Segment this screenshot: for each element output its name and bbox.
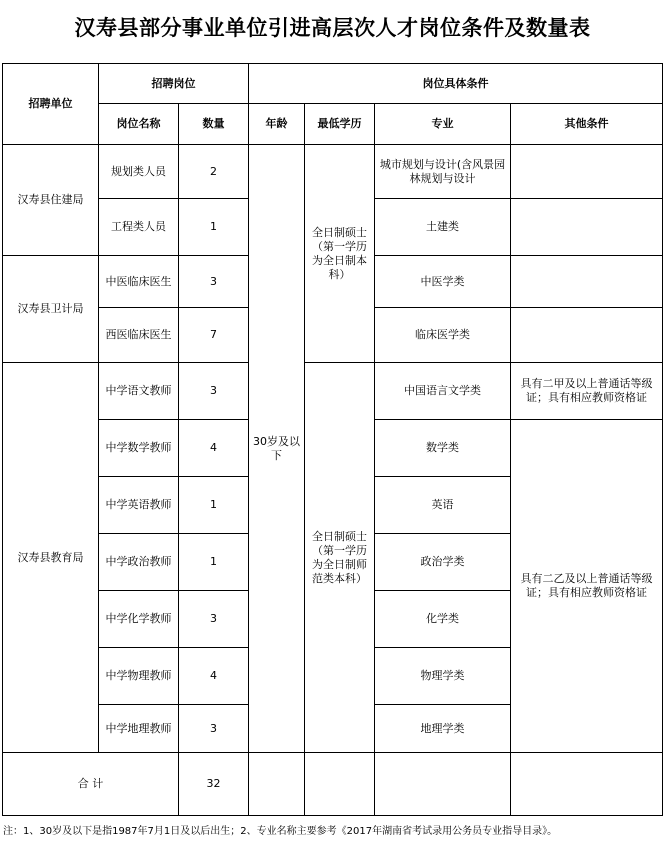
major-cell: 英语 [375, 477, 511, 534]
major-cell: 城市规划与设计(含风景园林规划与设计 [375, 145, 511, 199]
post-name-cell: 中学政治教师 [99, 534, 179, 591]
post-name-cell: 中学语文教师 [99, 363, 179, 420]
header-unit: 招聘单位 [3, 64, 99, 145]
post-count-cell: 3 [179, 591, 249, 648]
post-name-cell: 工程类人员 [99, 199, 179, 256]
education-cell: 全日制硕士（第一学历为全日制师范类本科） [305, 363, 375, 753]
other-cell: 具有二甲及以上普通话等级证；具有相应教师资格证 [511, 363, 663, 420]
total-empty-cell [249, 753, 305, 816]
table-row [3, 145, 663, 199]
page-title: 汉寿县部分事业单位引进高层次人才岗位条件及数量表 [74, 15, 591, 40]
total-empty-cell [511, 753, 663, 816]
major-cell: 物理学类 [375, 648, 511, 705]
footnote: 注：1、30岁及以下是指1987年7月1日及以后出生；2、专业名称主要参考《2017年湖南省考试录用公务员专业指导目录》。 [3, 826, 558, 837]
major-cell: 临床医学类 [375, 308, 511, 363]
post-name-cell: 中学物理教师 [99, 648, 179, 705]
other-cell [511, 199, 663, 256]
total-label: 合 计 [3, 753, 179, 816]
major-cell: 中医学类 [375, 256, 511, 308]
post-count-cell: 7 [179, 308, 249, 363]
total-empty-cell [305, 753, 375, 816]
post-name-cell: 中学英语教师 [99, 477, 179, 534]
unit-cell: 汉寿县教育局 [3, 363, 99, 753]
major-cell: 中国语言文学类 [375, 363, 511, 420]
other-cell [511, 256, 663, 308]
unit-cell: 汉寿县住建局 [3, 145, 99, 256]
other-cell [511, 308, 663, 363]
header-education: 最低学历 [305, 104, 375, 145]
header-post-name: 岗位名称 [99, 104, 179, 145]
table-row [3, 363, 663, 420]
post-count-cell: 3 [179, 705, 249, 753]
post-count-cell: 3 [179, 363, 249, 420]
post-name-cell: 中学数学教师 [99, 420, 179, 477]
post-name-cell: 中医临床医生 [99, 256, 179, 308]
header-count: 数量 [179, 104, 249, 145]
header-age: 年龄 [249, 104, 305, 145]
header-other: 其他条件 [511, 104, 663, 145]
positions-table [2, 63, 663, 816]
post-count-cell: 1 [179, 199, 249, 256]
post-count-cell: 2 [179, 145, 249, 199]
major-cell: 土建类 [375, 199, 511, 256]
post-name-cell: 中学地理教师 [99, 705, 179, 753]
major-cell: 数学类 [375, 420, 511, 477]
age-cell: 30岁及以下 [249, 145, 305, 753]
header-post-group: 招聘岗位 [99, 64, 249, 104]
other-cell [511, 145, 663, 199]
other-cell: 具有二乙及以上普通话等级证；具有相应教师资格证 [511, 420, 663, 753]
total-row [3, 753, 663, 816]
post-count-cell: 1 [179, 534, 249, 591]
post-count-cell: 3 [179, 256, 249, 308]
total-empty-cell [375, 753, 511, 816]
total-count: 32 [179, 753, 249, 816]
education-cell: 全日制硕士（第一学历为全日制本科） [305, 145, 375, 363]
header-major: 专业 [375, 104, 511, 145]
post-name-cell: 规划类人员 [99, 145, 179, 199]
post-name-cell: 中学化学教师 [99, 591, 179, 648]
major-cell: 化学类 [375, 591, 511, 648]
post-name-cell: 西医临床医生 [99, 308, 179, 363]
major-cell: 地理学类 [375, 705, 511, 753]
header-conditions-group: 岗位具体条件 [249, 64, 663, 104]
post-count-cell: 4 [179, 648, 249, 705]
unit-cell: 汉寿县卫计局 [3, 256, 99, 363]
post-count-cell: 1 [179, 477, 249, 534]
post-count-cell: 4 [179, 420, 249, 477]
major-cell: 政治学类 [375, 534, 511, 591]
